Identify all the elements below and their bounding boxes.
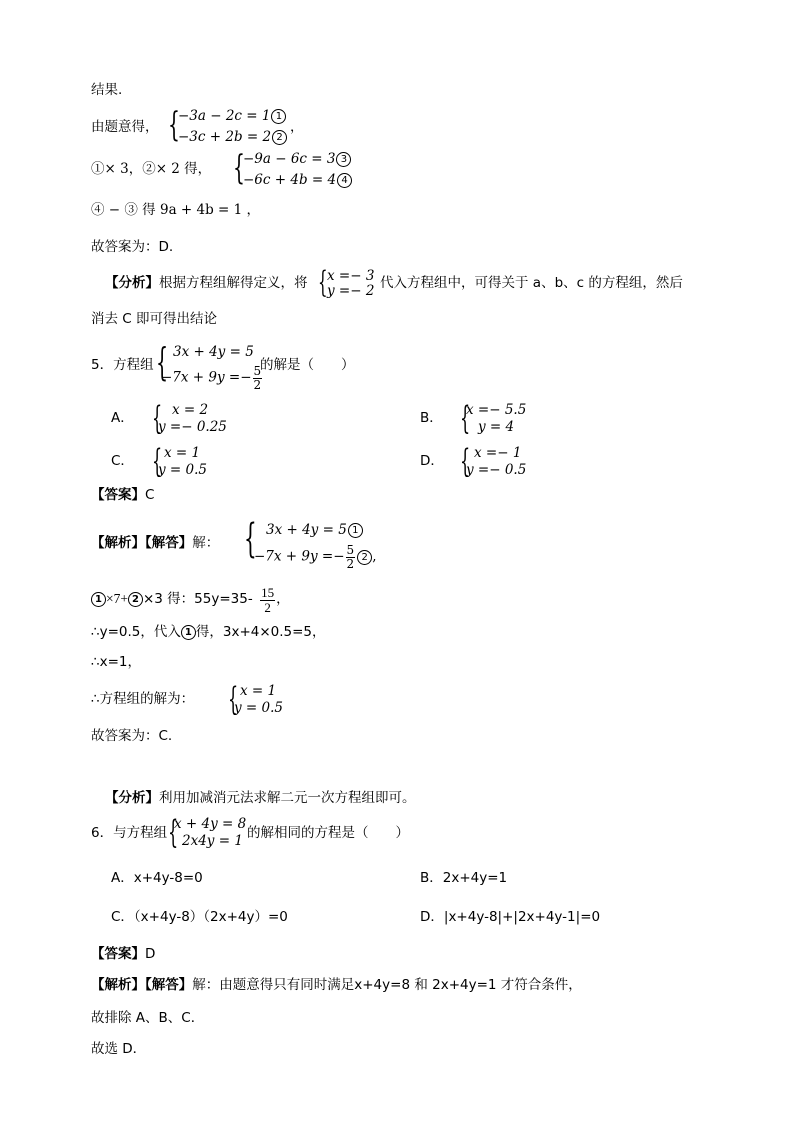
q5-option-d-label: D． [420,453,444,469]
fraction: $\frac{5}{2}$ [253,364,262,392]
eq-row: −9a − 6c = 3 3 [243,152,351,167]
q6-choose: 故选 D． [91,1041,147,1057]
eq-row: −3c + 2b = 2 2 [178,130,287,145]
eq-row: x =− 3 [327,268,375,284]
brace: { [152,442,163,480]
q6-exclude: 故排除 A、B、C． [91,1010,205,1026]
brace: { [152,399,163,437]
y-value: y =− 0.5 [466,462,527,478]
circled-1: 1 [271,109,286,124]
q5-step-4: ∴方程组的解为： [91,691,195,707]
q6-number: 6．与方程组 [91,825,168,841]
q5-step-1: 1 ×7+ 2 ×3 得：55y=35- $\frac{15}{2}$ ， [91,586,290,614]
x-value: x = 2 [172,402,209,418]
circled-1: 1 [348,523,363,538]
circled-4: 4 [337,173,352,188]
circled-2: 2 [272,130,287,145]
eq-row: −6c + 4b = 4 4 [243,173,352,188]
y-value: y =− 0.25 [158,419,227,435]
q5-option-c-label: C． [111,453,134,469]
q5-option-a-label: A． [111,410,134,426]
q5-jiexi: 【解析】【解答】解： [91,535,220,551]
q5-analysis: 【分析】利用加减消元法求解二元一次方程组即可。 [105,790,416,806]
answer-line: 故答案为：D. [91,239,174,255]
analysis-line-2: 消去 C 即可得出结论 [91,311,218,327]
y-value: y = 0.5 [234,700,283,716]
eq-row: y =− 2 [327,283,375,299]
eq-row: 2x4y = 1 [182,833,243,849]
brace: { [460,399,471,437]
brace: { [244,516,257,562]
brace: { [168,105,180,145]
brace: { [156,340,169,384]
subtract-line: ④ − ③ 得 9a + 4b = 1 ， [91,202,261,218]
fraction: $\frac{5}{2}$ [346,543,355,571]
x-value: x =− 1 [474,445,522,461]
q6-option-b: B．2x+4y=1 [420,870,508,886]
eq-row: 3x + 4y = 5 1 [266,523,363,538]
multiply-line: ①× 3，②× 2 得， [91,161,212,177]
from-title: 由题意得， [91,119,159,135]
x-value: x =− 5.5 [466,402,527,418]
q5-tail: 的解是（ ） [260,357,355,373]
x-value: x = 1 [240,683,277,699]
comma: ， [290,119,304,135]
eq-row: −7x + 9y =− $\frac{5}{2}$ [161,364,262,392]
circled-2: 2 [128,592,143,607]
q6-tail: 的解相同的方程是（ ） [247,825,409,841]
q6-jiexi: 【解析】【解答】解：由题意得只有同时满足x+4y=8 和 2x+4y=1 才符合条件， [91,977,582,993]
eq-row: x + 4y = 8 [174,816,247,832]
q6-answer: 【答案】D [91,946,156,962]
circled-3: 3 [336,152,351,167]
q6-option-d: D．|x+4y-8|+|2x+4y-1|=0 [420,909,601,925]
q5-option-b-label: B． [420,410,443,426]
eq-row: 3x + 4y = 5 [173,344,254,360]
q5-number: 5．方程组 [91,357,154,373]
y-value: y = 0.5 [158,462,207,478]
circled-1: 1 [181,625,196,640]
brace: { [318,265,328,300]
analysis-post: 代入方程组中，可得关于 a、b、c 的方程组，然后 [380,275,683,291]
q5-step-2: ∴y=0.5，代入 1 得，3x+4×0.5=5， [91,624,326,640]
y-value: y = 4 [478,419,515,435]
brace: { [233,148,245,188]
fraction: $\frac{15}{2}$ [261,585,275,615]
eq-row: −3a − 2c = 1 1 [178,109,286,124]
q5-step-3: ∴x=1， [91,654,141,670]
q6-option-c: C．（x+4y-8）（2x+4y）=0 [111,909,288,925]
q6-option-a: A．x+4y-8=0 [111,870,203,886]
brace: { [168,813,179,851]
circled-1: 1 [91,592,106,607]
brace: { [460,442,471,480]
x-value: x = 1 [164,445,201,461]
result-text: 结果. [91,82,123,98]
circled-2: 2 [357,550,372,565]
analysis-line: 【分析】根据方程组解得定义，将 [105,275,308,291]
brace: { [228,680,239,718]
q5-answer-line: 故答案为：C. [91,728,173,744]
q5-answer: 【答案】C [91,487,155,503]
eq-row: −7x + 9y =− $\frac{5}{2}$ 2 , [254,543,377,571]
